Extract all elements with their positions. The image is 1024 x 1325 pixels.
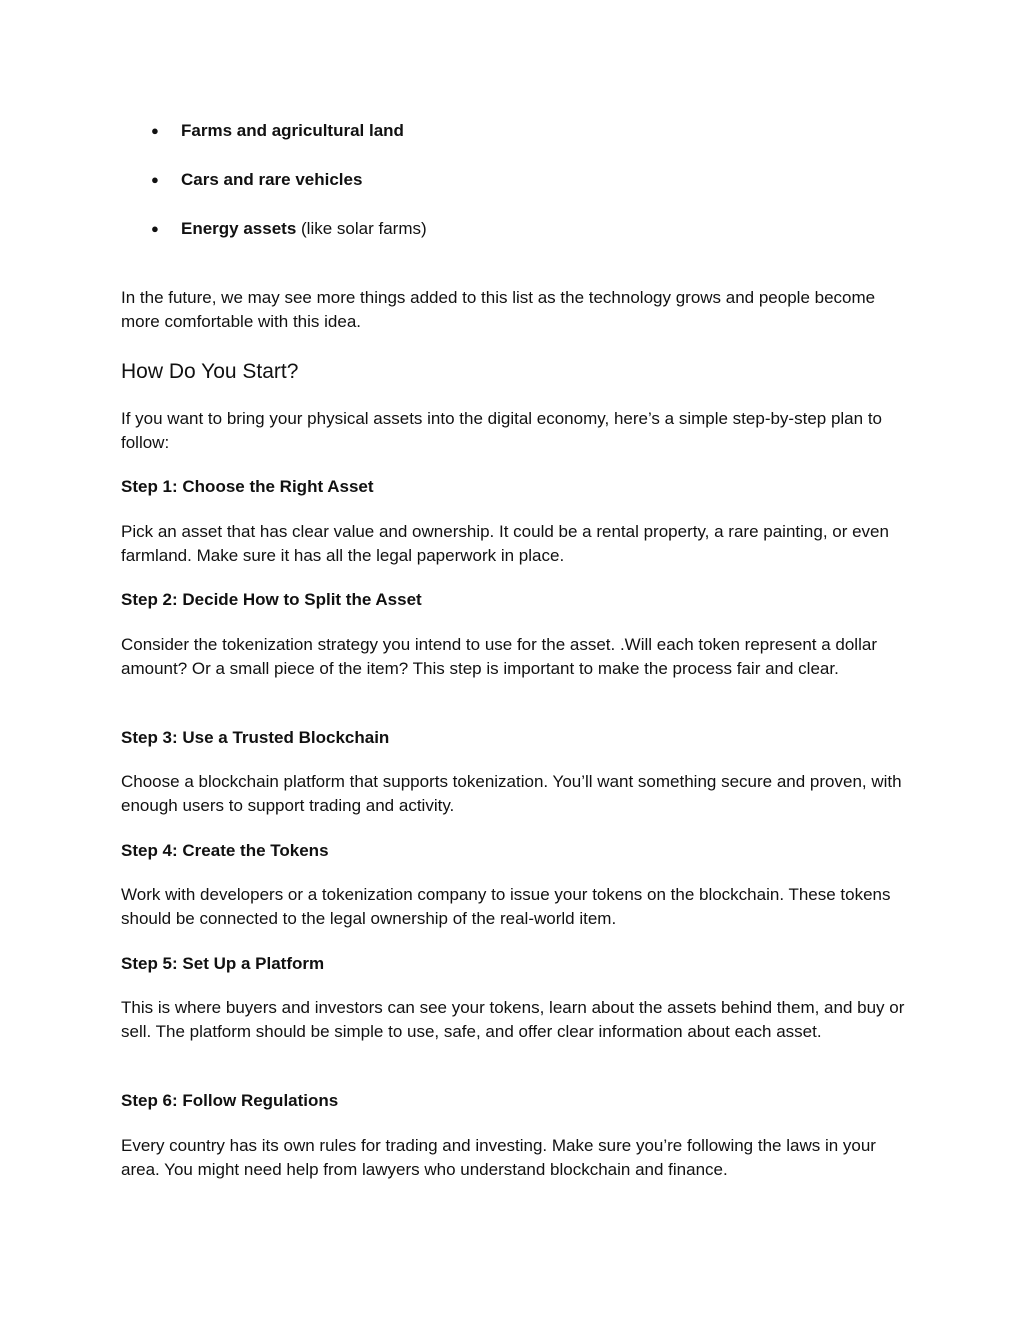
intro-paragraph: In the future, we may see more things added to this list as the technology grows and people become more comfortable with this idea. bbox=[121, 288, 876, 332]
list-item bbox=[151, 119, 427, 143]
step-3-title: Step 3: Use a Trusted Blockchain bbox=[121, 728, 390, 747]
step-1-title: Step 1: Choose the Right Asset bbox=[121, 477, 374, 496]
section-intro-paragraph: If you want to bring your physical assets into the digital economy, here’s a simple step-by-step plan to follow: bbox=[121, 409, 882, 453]
step-4-body: Work with developers or a tokenization company to issue your tokens on the blockchain. These tokens should be connected to the legal ownership of the real-world item. bbox=[121, 885, 891, 929]
bullet-icon: ● bbox=[151, 172, 159, 187]
list-item bbox=[151, 217, 427, 241]
asset-bullet-list bbox=[151, 119, 427, 266]
step-6-body: Every country has its own rules for trading and investing. Make sure you’re following the laws in your area. You might need help from lawyers who understand blockchain and finance. bbox=[121, 1136, 876, 1180]
step-2-body: Consider the tokenization strategy you intend to use for the asset. .Will each token represent a dollar amount? Or a small piece of the item? This step is important to make the process fair and clear. bbox=[121, 635, 877, 679]
bullet-bold-text: Cars and rare vehicles bbox=[181, 170, 363, 189]
step-1-body: Pick an asset that has clear value and ownership. It could be a rental property, a rare painting, or even farmland. Make sure it has all the legal paperwork in place. bbox=[121, 522, 889, 566]
list-item bbox=[151, 168, 427, 192]
bullet-icon: ● bbox=[151, 123, 159, 138]
bullet-bold-text: Energy assets bbox=[181, 219, 297, 238]
step-3-body: Choose a blockchain platform that supports tokenization. You’ll want something secure and proven, with enough users to support trading and activity. bbox=[121, 772, 902, 816]
step-4-title: Step 4: Create the Tokens bbox=[121, 841, 329, 860]
step-6-title: Step 6: Follow Regulations bbox=[121, 1091, 339, 1110]
step-2-title: Step 2: Decide How to Split the Asset bbox=[121, 590, 422, 609]
bullet-rest-text: (like solar farms) bbox=[296, 219, 427, 238]
step-5-title: Step 5: Set Up a Platform bbox=[121, 954, 325, 973]
bullet-icon: ● bbox=[151, 221, 159, 236]
section-heading: How Do You Start? bbox=[121, 360, 299, 383]
step-5-body: This is where buyers and investors can see your tokens, learn about the assets behind them, and buy or sell. The platform should be simple to use, safe, and offer clear information about each asset. bbox=[121, 998, 905, 1042]
bullet-bold-text: Farms and agricultural land bbox=[181, 121, 404, 140]
